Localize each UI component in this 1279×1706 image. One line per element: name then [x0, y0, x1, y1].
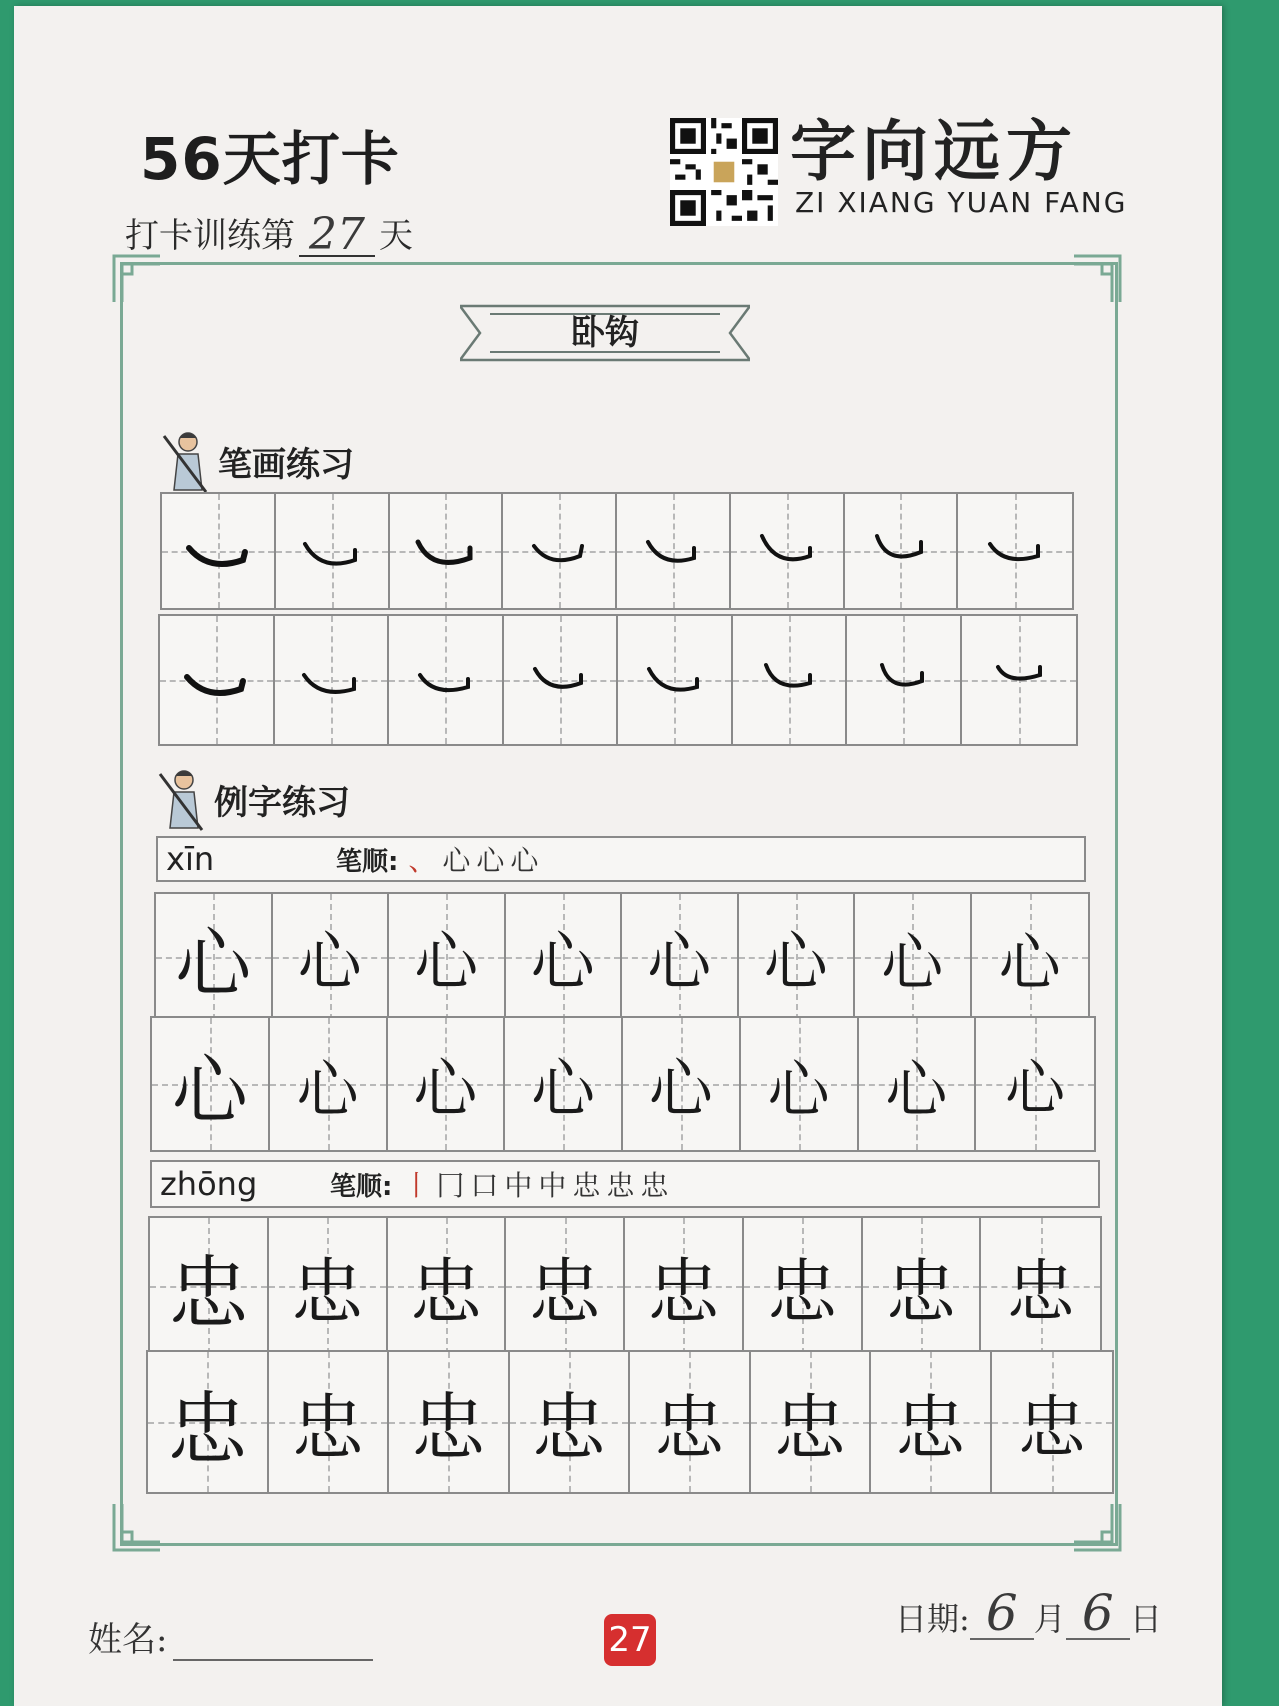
char-cell[interactable] — [506, 894, 623, 1020]
frame-corner-icon — [110, 252, 164, 306]
char-info-bar-zhong — [150, 1160, 1100, 1208]
wogou-stroke-icon — [638, 526, 708, 576]
char-cell[interactable] — [741, 1018, 859, 1150]
stroke-grid-row-2 — [158, 614, 1078, 746]
written-char: 心 — [998, 925, 1061, 999]
char-info-bar-xin — [156, 836, 1086, 882]
stroke-practice-heading — [160, 428, 354, 494]
char-cell[interactable] — [972, 894, 1089, 1020]
stroke-cell[interactable] — [847, 616, 962, 744]
wogou-stroke-icon — [183, 526, 253, 576]
stroke-cell[interactable] — [617, 494, 731, 608]
wogou-stroke-icon — [984, 655, 1054, 705]
scholar-figure-icon — [160, 428, 212, 494]
example-practice-heading — [156, 766, 350, 832]
written-char: 心 — [296, 1052, 359, 1126]
stroke-order-sequence — [402, 1164, 674, 1204]
day-suffix: 天 — [379, 216, 413, 256]
stroke-order-first: 丨 — [402, 1169, 437, 1202]
char-cell[interactable] — [859, 1018, 977, 1150]
date-label: 日期: — [895, 1600, 970, 1638]
day-counter — [125, 208, 413, 260]
written-char: 忠 — [895, 1386, 966, 1469]
written-char: 忠 — [167, 1382, 248, 1476]
stroke-cell[interactable] — [162, 494, 276, 608]
written-char: 心 — [297, 926, 362, 1000]
stroke-cell[interactable] — [958, 494, 1072, 608]
frame-corner-icon — [1070, 252, 1124, 306]
pinyin-label: xīn — [166, 840, 215, 878]
written-char: 忠 — [528, 1250, 601, 1334]
stroke-cell[interactable] — [276, 494, 390, 608]
date-day[interactable]: 6 — [1066, 1588, 1130, 1640]
stroke-cell[interactable] — [845, 494, 959, 608]
written-char: 心 — [171, 1045, 248, 1135]
stroke-cell[interactable] — [504, 616, 619, 744]
wogou-stroke-icon — [524, 526, 594, 576]
wogou-stroke-icon — [639, 655, 709, 705]
stroke-order-label: 笔顺: — [336, 846, 399, 877]
day-number: 27 — [299, 215, 375, 257]
stroke-order-rest: 心心心 — [442, 844, 545, 877]
char-grid-row — [148, 1216, 1102, 1356]
char-cell[interactable] — [510, 1352, 631, 1492]
char-grid-row — [146, 1350, 1114, 1494]
wogou-stroke-icon — [297, 526, 367, 576]
written-char: 忠 — [773, 1386, 846, 1470]
char-cell[interactable] — [388, 1018, 506, 1150]
written-char: 忠 — [647, 1250, 720, 1334]
date-month[interactable]: 6 — [970, 1588, 1034, 1640]
stroke-cell[interactable] — [160, 616, 275, 744]
char-cell[interactable] — [148, 1352, 269, 1492]
char-cell[interactable] — [505, 1018, 623, 1150]
char-cell[interactable] — [269, 1352, 390, 1492]
brand-romanized: ZI XIANG YUAN FANG — [795, 186, 1128, 219]
month-label: 月 — [1033, 1600, 1066, 1638]
day-label: 日 — [1129, 1600, 1162, 1638]
written-char: 忠 — [168, 1246, 249, 1340]
char-grid-row — [150, 1016, 1096, 1152]
char-cell[interactable] — [506, 1218, 625, 1354]
char-cell[interactable] — [863, 1218, 982, 1354]
char-cell[interactable] — [156, 894, 273, 1020]
wogou-stroke-icon — [865, 526, 935, 576]
char-cell[interactable] — [992, 1352, 1113, 1492]
name-field — [88, 1612, 373, 1661]
page-title: 56天打卡 — [140, 125, 400, 193]
written-char: 忠 — [654, 1386, 725, 1469]
wogou-stroke-icon — [410, 655, 480, 705]
written-char: 忠 — [885, 1250, 956, 1333]
char-cell[interactable] — [744, 1218, 863, 1354]
wogou-stroke-icon — [296, 655, 366, 705]
example-practice-title: 例字练习 — [214, 782, 350, 823]
wogou-stroke-icon — [754, 655, 824, 705]
stroke-cell[interactable] — [962, 616, 1077, 744]
date-field — [895, 1584, 1162, 1642]
stroke-cell[interactable] — [390, 494, 504, 608]
written-char: 心 — [881, 925, 944, 999]
stroke-cell[interactable] — [275, 616, 390, 744]
topic-banner — [460, 300, 750, 366]
written-char: 心 — [1005, 1054, 1066, 1124]
char-grid-row — [154, 892, 1090, 1022]
pinyin-label: zhōng — [160, 1165, 258, 1203]
written-char: 忠 — [1017, 1388, 1086, 1468]
frame-corner-icon — [110, 1500, 164, 1554]
written-char: 忠 — [411, 1385, 486, 1471]
stroke-grid-row-1 — [160, 492, 1074, 610]
name-label: 姓名: — [88, 1620, 168, 1660]
char-cell[interactable] — [751, 1352, 872, 1492]
stroke-cell[interactable] — [733, 616, 848, 744]
wogou-stroke-icon — [410, 526, 480, 576]
qr-code-icon — [670, 118, 778, 226]
char-cell[interactable] — [389, 1352, 510, 1492]
written-char: 忠 — [767, 1250, 838, 1333]
scholar-figure-icon — [156, 766, 208, 832]
char-cell[interactable] — [150, 1218, 269, 1354]
written-char: 忠 — [409, 1250, 482, 1334]
char-cell[interactable] — [622, 894, 739, 1020]
char-cell[interactable] — [871, 1352, 992, 1492]
char-cell[interactable] — [630, 1352, 751, 1492]
char-cell[interactable] — [270, 1018, 388, 1150]
char-cell[interactable] — [981, 1218, 1100, 1354]
stroke-cell[interactable] — [503, 494, 617, 608]
written-char: 心 — [413, 1053, 478, 1127]
written-char: 心 — [531, 1053, 596, 1127]
written-char: 心 — [175, 918, 252, 1008]
stroke-order-first: 、 — [408, 844, 443, 877]
written-char: 忠 — [531, 1385, 606, 1471]
char-cell[interactable] — [273, 894, 390, 1020]
stroke-order-rest: 冂口中中忠忠忠 — [436, 1169, 675, 1202]
written-char: 心 — [885, 1052, 948, 1126]
wogou-stroke-icon — [181, 655, 251, 705]
wogou-stroke-icon — [752, 526, 822, 576]
written-char: 心 — [767, 1052, 830, 1126]
char-cell[interactable] — [269, 1218, 388, 1354]
wogou-stroke-icon — [868, 655, 938, 705]
day-prefix: 打卡训练第 — [125, 216, 295, 256]
topic-title: 卧钩 — [571, 313, 639, 353]
char-cell[interactable] — [623, 1018, 741, 1150]
char-cell[interactable] — [152, 1018, 270, 1150]
brand-logo: 字向远方 — [790, 112, 1078, 190]
name-input-line[interactable] — [173, 1629, 373, 1661]
stroke-order-label: 笔顺: — [330, 1171, 393, 1202]
written-char: 忠 — [291, 1386, 364, 1470]
char-cell[interactable] — [976, 1018, 1094, 1150]
written-char: 忠 — [1006, 1252, 1075, 1332]
page-number-badge: 27 — [604, 1614, 656, 1666]
stroke-practice-title: 笔画练习 — [218, 444, 354, 485]
wogou-stroke-icon — [525, 655, 595, 705]
stroke-order-sequence — [408, 839, 544, 879]
char-cell[interactable] — [389, 894, 506, 1020]
frame-corner-icon — [1070, 1500, 1124, 1554]
stroke-cell[interactable] — [731, 494, 845, 608]
written-char: 心 — [414, 926, 479, 1000]
written-char: 心 — [648, 1053, 713, 1127]
wogou-stroke-icon — [980, 526, 1050, 576]
char-cell[interactable] — [625, 1218, 744, 1354]
char-cell[interactable] — [388, 1218, 507, 1354]
written-char: 心 — [647, 926, 712, 1000]
char-cell[interactable] — [739, 894, 856, 1020]
stroke-cell[interactable] — [389, 616, 504, 744]
char-cell[interactable] — [855, 894, 972, 1020]
written-char: 心 — [763, 926, 828, 1000]
written-char: 忠 — [291, 1250, 364, 1334]
stroke-cell[interactable] — [618, 616, 733, 744]
written-char: 心 — [530, 926, 595, 1000]
